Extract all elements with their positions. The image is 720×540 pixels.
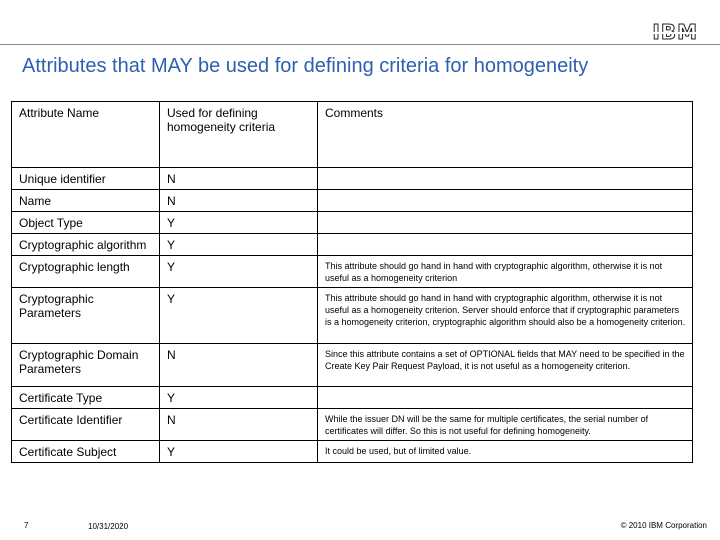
- comment-cell: [318, 168, 693, 190]
- table-row: [12, 387, 693, 409]
- footer-copyright: © 2010 IBM Corporation: [620, 521, 707, 530]
- table-row: [12, 288, 693, 344]
- attribute-name-cell: Cryptographic algorithm: [12, 234, 160, 256]
- used-cell: Y: [160, 387, 318, 409]
- page-number: 7: [24, 521, 29, 530]
- used-cell: Y: [160, 441, 318, 463]
- ibm-logo: IBM: [652, 20, 698, 44]
- attribute-name-cell: Certificate Type: [12, 387, 160, 409]
- used-cell: Y: [160, 212, 318, 234]
- table-row: [12, 409, 693, 441]
- slide-title: Attributes that MAY be used for defining criteria for homogeneity: [22, 55, 589, 77]
- table-header-row: [12, 102, 693, 168]
- used-cell: Y: [160, 288, 318, 344]
- attribute-name-cell: Cryptographic Parameters: [12, 288, 160, 344]
- table-row: [12, 212, 693, 234]
- comment-cell: [318, 387, 693, 409]
- comment-cell: This attribute should go hand in hand with cryptographic algorithm, otherwise it is not useful as a homogeneity criterion: [318, 256, 693, 288]
- used-cell: N: [160, 344, 318, 387]
- table-row: [12, 168, 693, 190]
- table-row: [12, 344, 693, 387]
- used-cell: N: [160, 409, 318, 441]
- attribute-name-cell: Certificate Subject: [12, 441, 160, 463]
- table-row: [12, 256, 693, 288]
- used-cell: Y: [160, 256, 318, 288]
- header-attribute-name: Attribute Name: [12, 102, 160, 168]
- comment-cell: This attribute should go hand in hand with cryptographic algorithm, otherwise it is not useful as a homogeneity criterion. Server should enforce that if cryptographic parameters is a homogeneity criterion, cryptographic algorithm should also be a homogeneity criterion.: [318, 288, 693, 344]
- header-divider: [0, 44, 720, 45]
- header-comments: Comments: [318, 102, 693, 168]
- table-row: [12, 190, 693, 212]
- footer-date: 10/31/2020: [88, 522, 129, 531]
- attribute-name-cell: Certificate Identifier: [12, 409, 160, 441]
- attribute-name-cell: Cryptographic Domain Parameters: [12, 344, 160, 387]
- comment-cell: [318, 234, 693, 256]
- used-cell: Y: [160, 234, 318, 256]
- comment-cell: It could be used, but of limited value.: [318, 441, 693, 463]
- used-cell: N: [160, 168, 318, 190]
- comment-cell: [318, 212, 693, 234]
- comment-cell: [318, 190, 693, 212]
- attribute-name-cell: Cryptographic length: [12, 256, 160, 288]
- header-used-for-criteria: Used for defining homogeneity criteria: [160, 102, 318, 168]
- attributes-table: [11, 101, 693, 463]
- comment-cell: While the issuer DN will be the same for multiple certificates, the serial number of certificates will differ. So this is not useful for defining homogeneity.: [318, 409, 693, 441]
- table-row: [12, 441, 693, 463]
- attribute-name-cell: Object Type: [12, 212, 160, 234]
- attribute-name-cell: Unique identifier: [12, 168, 160, 190]
- attribute-name-cell: Name: [12, 190, 160, 212]
- comment-cell: Since this attribute contains a set of OPTIONAL fields that MAY need to be specified in the Create Key Pair Request Payload, it is not useful as a homogeneity criterion.: [318, 344, 693, 387]
- used-cell: N: [160, 190, 318, 212]
- table-row: [12, 234, 693, 256]
